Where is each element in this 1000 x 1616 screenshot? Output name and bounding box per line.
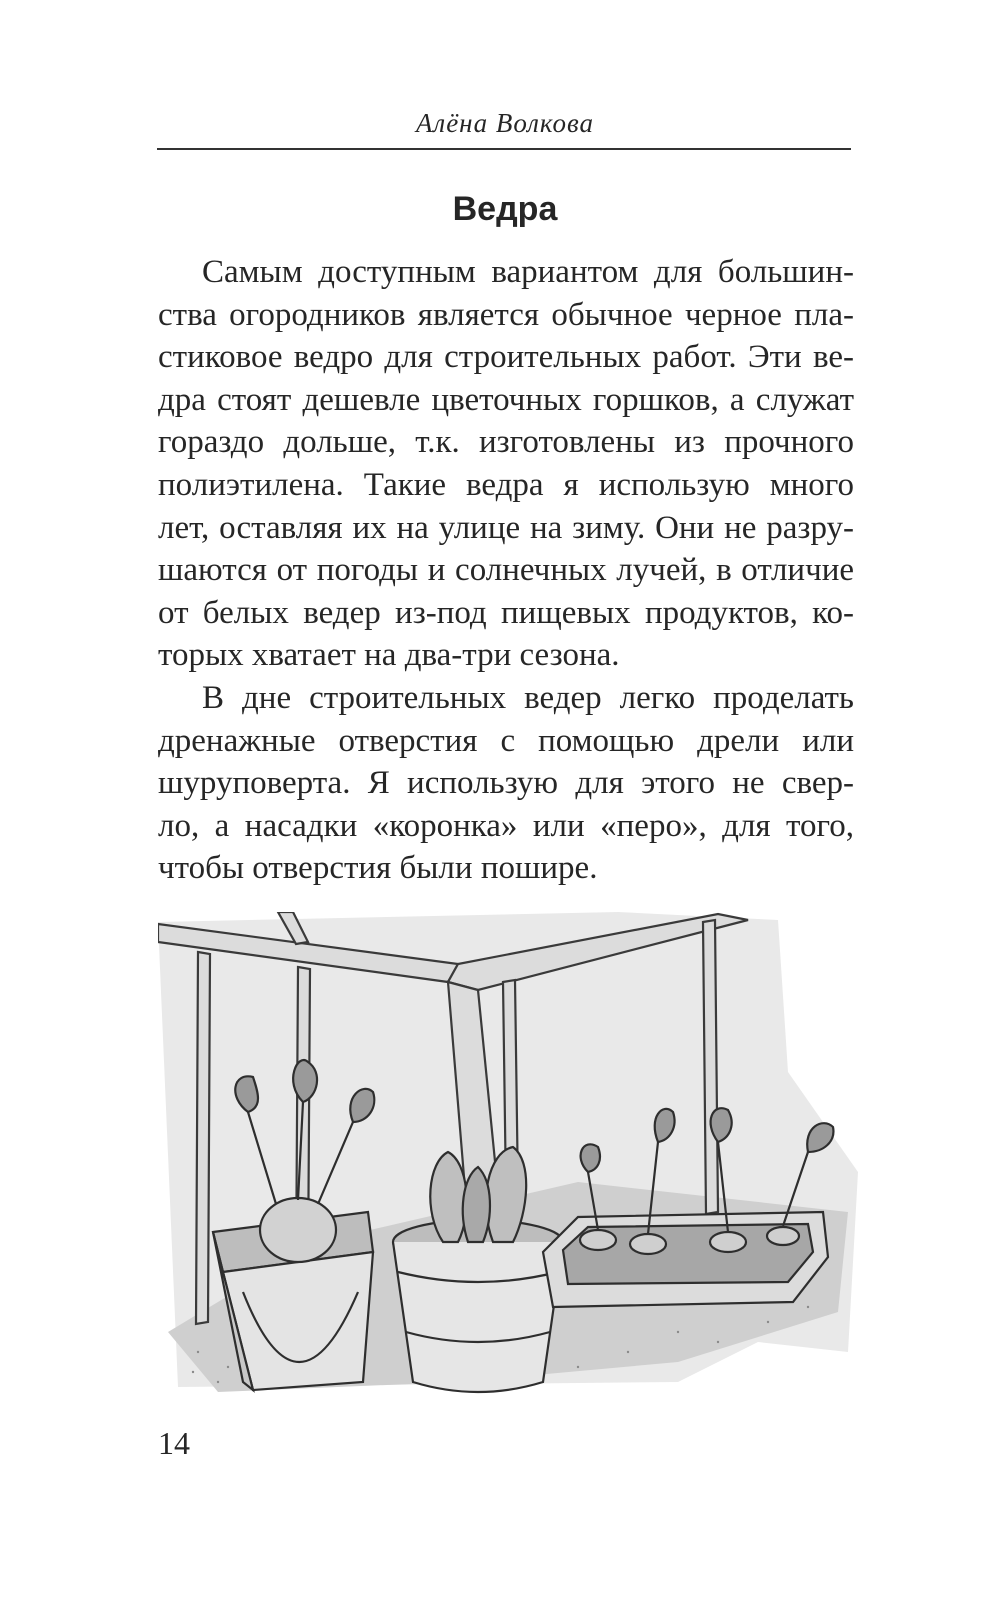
text-line: шуруповерта. Я использую для этого не свер- (158, 765, 854, 802)
paragraph-1 (158, 251, 854, 677)
text-line: шаются от погоды и солнечных лучей, в отличие (158, 552, 854, 589)
text-line: чтобы отверстия были пошире. (158, 850, 598, 887)
paragraph-2 (158, 677, 854, 890)
header-rule (157, 148, 851, 150)
text-line: от белых ведер из-под пищевых продуктов, ко- (158, 594, 854, 631)
text-line: дренажные отверстия с помощью дрели или (158, 722, 854, 759)
running-head-author: Алёна Волкова (415, 108, 595, 138)
text-line: ло, а насадки «коронка» или «перо», для того, (158, 807, 854, 844)
text-line: дра стоят дешевле цветочных горшков, а служат (158, 381, 854, 418)
text-line: стиковое ведро для строительных работ. Эти ве- (158, 339, 854, 376)
text-line: лет, оставляя их на улице на зиму. Они не разру- (158, 509, 854, 546)
text-line: полиэтилена. Такие ведра я использую много (158, 466, 854, 503)
greenhouse-illustration (158, 912, 858, 1402)
text-line: торых хватает на два-три сезона. (158, 637, 620, 674)
text-line: В дне строительных ведер легко проделать (202, 679, 854, 716)
body-text (158, 251, 854, 890)
text-line: гораздо дольше, т.к. изготовлены из прочного (158, 424, 854, 461)
page-number: 14 (158, 1425, 190, 1461)
text-line: Самым доступным вариантом для большин- (202, 254, 854, 290)
section-title: Ведра (452, 190, 558, 228)
text-line: ства огородников является обычное черное пла- (158, 296, 854, 333)
